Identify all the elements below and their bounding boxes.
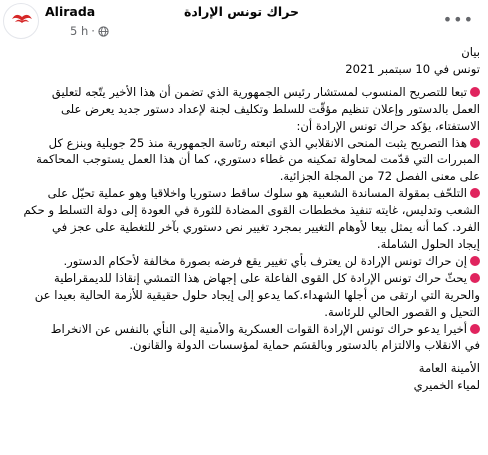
statement-line-9: الفرد. كما أنه يمثل بيعا لأوهام التغيير بمجرد تغيير نص دستوري بآخر للتغطية على عجز في <box>52 220 480 235</box>
statement-line-5: المبررات التي قدّمت لمحاولة تمكينه من غطاء دستوري، كما أن هذا العمل يستوجب المحاكمة <box>36 152 480 167</box>
bullet-icon <box>470 324 480 334</box>
page-avatar[interactable] <box>3 3 39 39</box>
statement-line-8: الشعب وتدليس، غايته تنفيذ مخططات القوى المضادة للثورة في العودة إلى دولة التسلط و حكم <box>23 203 480 218</box>
statement-line-3: الاستفتاء، يؤكد حراك تونس الإرادة أن: <box>296 118 480 133</box>
statement-line-10: إيجاد الحلول الشاملة. <box>376 236 480 251</box>
post-meta <box>70 24 109 38</box>
statement-line-6: على معنى الفصل 72 من المجلة الجزائية. <box>279 169 480 184</box>
bullet-icon <box>470 256 480 266</box>
bullet-icon <box>470 273 480 283</box>
page-name[interactable]: Alirada <box>45 4 96 19</box>
post-body <box>0 44 484 394</box>
globe-icon <box>98 26 109 37</box>
statement-line-14: التحيل و القصور الحالي للرئاسة. <box>324 304 480 319</box>
more-options-button[interactable]: ••• <box>442 10 474 29</box>
statement-line-7: التلحّف بمقولة المساندة الشعبية هو سلوك ساقط دستوريا واخلاقيا وهو عملية تحيّل على <box>0 185 480 202</box>
statement-line-15: أخيرا يدعو حراك تونس الإرادة القوات العسكرية والأمنية إلى النأي بالنفس عن الانخراط <box>0 321 480 338</box>
statement-line-16: في الانقلاب والالتزام بالدستور وبالقسَم حماية لمؤسسات الدولة والقانون. <box>129 338 480 353</box>
statement-line-13: والحرية التي ارتقى من أجلها الشهداء.كما يدعو إلى إيجاد حلول حقيقية للأزمة الحالية بعيدا عن <box>34 287 480 302</box>
bullet-icon <box>470 87 480 97</box>
statement-date: تونس في 10 سبتمبر 2021 <box>345 61 480 76</box>
statement-line-11: إن حراك تونس الإرادة لن يعترف بأي تغيير يقع فرضه بصورة مخالفة لأحكام الدستور. <box>0 253 480 270</box>
page-logo <box>4 4 39 39</box>
page-name-arabic[interactable]: حراك تونس الإرادة <box>184 4 299 19</box>
statement-line-1: تبعا للتصريح المنسوب لمستشار رئيس الجمهورية الذي تضمن أن هذا الأخير يتّجه لتعليق <box>0 84 480 101</box>
bullet-icon <box>470 138 480 148</box>
statement-line-4: هذا التصريح يثبت المنحى الانقلابي الذي اتبعته رئاسة الجمهورية منذ 25 جويلية وينزع كل <box>0 135 480 152</box>
signature-title: الأمينة العامة <box>418 361 480 376</box>
signature-name: لمياء الخميري <box>413 378 480 393</box>
bullet-icon <box>470 188 480 198</box>
statement-heading: بيان <box>461 45 480 59</box>
statement-line-12: يحثّ حراك تونس الإرادة كل القوى الفاعلة على إجهاض هذا التمشي إنقاذا للديمقراطية <box>0 270 480 287</box>
meta-separator: · <box>91 24 95 38</box>
post-time[interactable]: 5 h <box>70 24 89 38</box>
post-header <box>0 0 488 44</box>
statement-line-2: العمل بالدستور وإعلان تنظيم مؤقّت للسلط وتكليف لجنة لإعداد دستور جديد يعرض على <box>60 101 480 116</box>
